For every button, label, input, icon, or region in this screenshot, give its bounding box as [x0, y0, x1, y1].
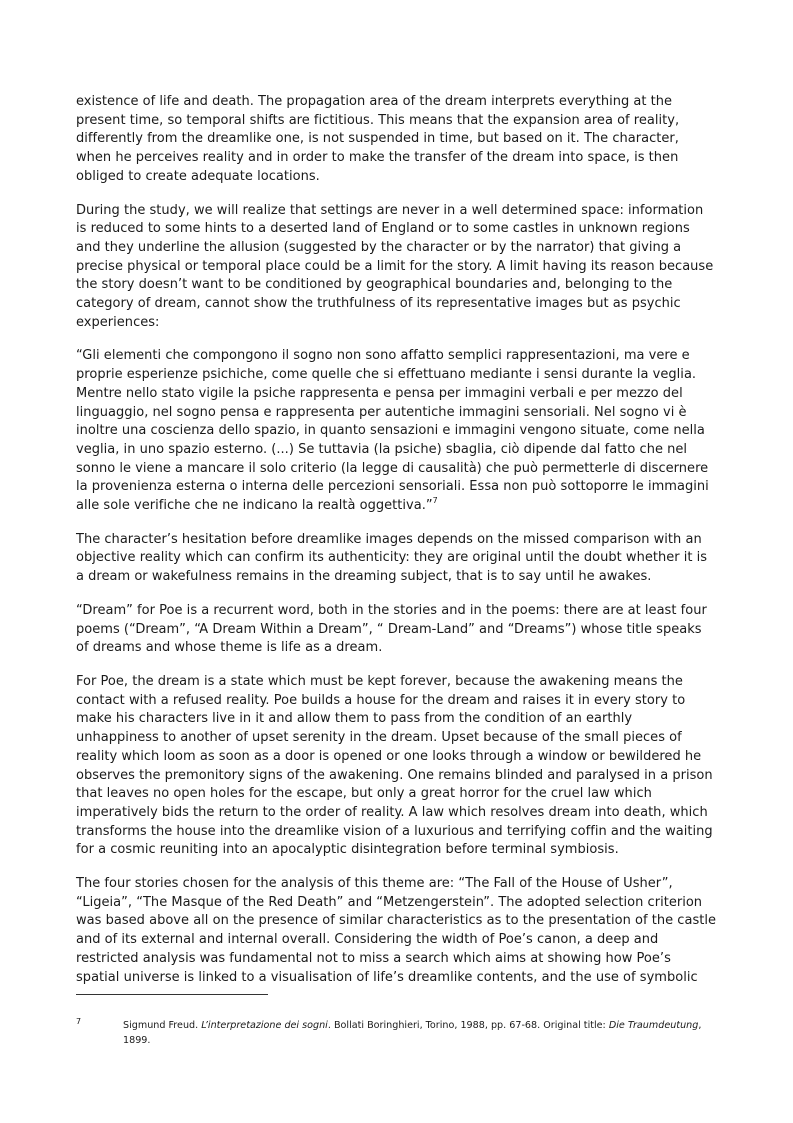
paragraph-4: [76, 531, 717, 587]
footnote-reference[interactable]: 7: [432, 496, 438, 506]
footnote-original-title: Die Traumdeutung: [608, 1020, 699, 1031]
paragraph-text: The character’s hesitation before dreamlike images depends on the missed comparison with an objective reality which can confirm its authenticity: they are original until the doubt whether it is a dream or wakefulness remains in the dreaming subject, that is to say until he awakes.: [76, 531, 708, 585]
paragraph-6: [76, 673, 717, 860]
paragraph-2: [76, 202, 717, 333]
paragraph-text: “Dream” for Poe is a recurrent word, both in the stories and in the poems: there are at least four poems (“Dream”, “A Dream Within a Dream”, “ Dream-Land” and “Dreams”) whose title speaks of dreams and whose theme is life as a dream.: [76, 602, 707, 656]
paragraph-text: During the study, we will realize that settings are never in a well determined space: information is reduced to some hints to a deserted land of England or to some castles in unknown regions and they underline the allusion (suggested by the character or by the narrator) that giving a precise physical or temporal place could be a limit for the story. A limit having its reason because the story doesn’t want to be conditioned by geographical boundaries and, belonging to the category of dream, cannot show the truthfulness of its representative images but as psychic experiences:: [76, 202, 714, 330]
paragraph-text: The four stories chosen for the analysis of this theme are: “The Fall of the House of Usher”, “Ligeia”, “The Masque of the Red Death” and “Metzengerstein”. The adopted selection criterion was based above all on the presence of similar characteristics as to the presentation of the castle and of its external and internal overall. Considering the width of Poe’s canon, a deep and restricted analysis was fundamental not to miss a search which aims at showing how Poe’s spatial universe is linked to a visualisation of life’s dreamlike contents, and the use of symbolic: [76, 876, 717, 985]
paragraph-text: “Gli elementi che compongono il sogno non sono affatto semplici rappresentazioni, ma vere e proprie esperienze psichiche, come quelle che si effettuano mediante i sensi durante la veglia. Mentre nello stato vigile la psiche rappresenta e pensa per immagini verbali e per mezzo del linguaggio, nel sogno pensa e rappresenta per autentiche immagini sensoriali. Nel sogno vi è inoltre una coscienza dello spazio, in quanto sensazioni e immagini vengono situate, come nella veglia, in uno spazio esterno. (...) Se tuttavia (la psiche) sbaglia, ciò dipende dal fatto che nel sonno le viene a mancare il solo criterio (la legge di causalità) che può permetterle di discernere la provenienza esterna o interna delle percezioni sensoriali. Essa non può sottoporre le immagini alle sole verifiche che ne indicano la realtà oggettiva.”: [76, 348, 709, 514]
quote-paragraph: [76, 347, 717, 515]
footnote-author: Sigmund Freud.: [123, 1020, 199, 1031]
footnote-text: [123, 1018, 713, 1048]
footnote-year: , 1899.: [123, 1020, 702, 1046]
paragraph-text: For Poe, the dream is a state which must be kept forever, because the awakening means the contact with a refused reality. Poe builds a house for the dream and raises it in every story to make his characters live in it and allow them to pass from the condition of an earthly unhappiness to another of upset serenity in the dream. Upset because of the small pieces of reality which loom as soon as a door is opened or one looks through a window or bewildered he observes the premonitory signs of the awakening. One remains blinded and paralysed in a prison that leaves no open holes for the escape, but only a great horror for the cruel law which imperatively bids the return to the order of reality. A law which resolves dream into death, which transforms the house into the dreamlike vision of a luxurious and terrifying coffin and the waiting for a cosmic reuniting into an apocalyptic disintegration before terminal symbiosis.: [76, 673, 713, 858]
footnote-number: 7: [76, 1017, 82, 1026]
paragraph-7: [76, 875, 717, 987]
footnote-book-title: L’interpretazione dei sogni: [201, 1020, 328, 1031]
paragraph-5: [76, 602, 717, 658]
footnote-publication: . Bollati Boringhieri, Torino, 1988, pp. 67-68. Original title:: [327, 1020, 606, 1031]
body-text: [76, 93, 717, 1002]
paragraph-text: existence of life and death. The propagation area of the dream interprets everything at the present time, so temporal shifts are fictitious. This means that the expansion area of reality, differently from the dreamlike one, is not suspended in time, but based on it. The character, when he perceives reality and in order to make the transfer of the dream into space, is then obliged to create adequate locations.: [76, 94, 680, 184]
paragraph-1: [76, 93, 717, 187]
footnote-divider: [76, 994, 268, 995]
